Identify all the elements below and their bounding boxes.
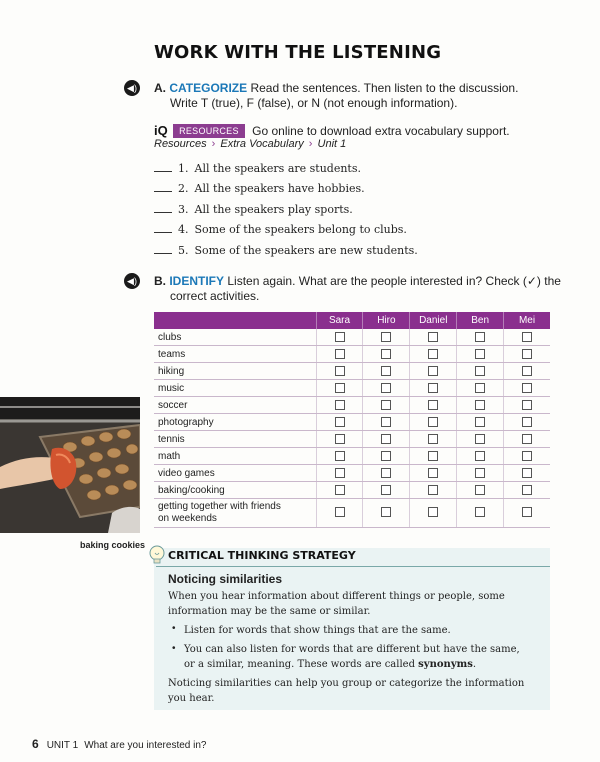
activity-label-line: on weekends (158, 513, 217, 524)
activity-table (154, 312, 550, 528)
section-a-line1: Read the sentences. Then listen to the discussion. (250, 81, 519, 95)
path-resources[interactable]: Resources (154, 138, 207, 150)
checkbox-cell (504, 448, 550, 465)
checkbox-cell (316, 397, 363, 414)
strategy-bullet-2: You can also listen for words that are different but have the same, or a similar, meaning. These words are called synonyms. (184, 644, 520, 670)
checkbox-cell (316, 465, 363, 482)
checkbox[interactable] (522, 434, 532, 444)
strategy-bullet-1: Listen for words that show things that are the same. (184, 625, 451, 636)
checkbox[interactable] (522, 400, 532, 410)
checkbox[interactable] (475, 366, 485, 376)
checkbox[interactable] (335, 366, 345, 376)
checkbox-cell (504, 431, 550, 448)
checkbox-cell (363, 414, 410, 431)
column-header: Ben (457, 312, 504, 329)
checkbox[interactable] (381, 417, 391, 427)
statement-item: 3. All the speakers play sports. (154, 203, 353, 216)
statement-item: 4. Some of the speakers belong to clubs. (154, 223, 407, 236)
checkbox[interactable] (381, 366, 391, 376)
checkbox-cell (316, 380, 363, 397)
checkbox-cell (504, 482, 550, 499)
path-unit[interactable]: Unit 1 (317, 138, 347, 150)
table-row (154, 363, 550, 380)
path-arrow-icon: › (308, 138, 313, 150)
checkbox-cell (410, 346, 457, 363)
activity-label: music (154, 380, 316, 397)
checkbox[interactable] (428, 485, 438, 495)
checkbox-cell (457, 482, 504, 499)
checkbox-cell (410, 397, 457, 414)
checkbox[interactable] (335, 349, 345, 359)
answer-blank[interactable] (154, 162, 172, 172)
checkbox-cell (410, 448, 457, 465)
section-a-letter: A. (154, 81, 166, 95)
checkbox[interactable] (428, 451, 438, 461)
table-row (154, 465, 550, 482)
table-header-row (154, 312, 550, 329)
checkbox-cell (457, 448, 504, 465)
checkbox[interactable] (335, 451, 345, 461)
checkbox-cell (363, 397, 410, 414)
iq-logo: iQ (154, 123, 168, 138)
activity-label: photography (154, 414, 316, 431)
checkbox-cell (504, 465, 550, 482)
baking-cookies-photo (0, 397, 140, 533)
checkbox-cell (457, 346, 504, 363)
statement-item: 5. Some of the speakers are new students. (154, 244, 418, 257)
checkbox[interactable] (335, 468, 345, 478)
checkbox[interactable] (475, 349, 485, 359)
photo-caption: baking cookies (80, 540, 146, 550)
section-heading: WORK WITH THE LISTENING (154, 42, 442, 63)
lightbulb-icon (148, 544, 166, 566)
answer-blank[interactable] (154, 223, 172, 233)
checkbox-cell (363, 431, 410, 448)
checkbox-cell (316, 346, 363, 363)
checkbox-cell (363, 329, 410, 346)
checkbox[interactable] (522, 468, 532, 478)
checkbox[interactable] (381, 349, 391, 359)
checkbox[interactable] (428, 507, 438, 517)
checkbox-cell (363, 363, 410, 380)
checkbox[interactable] (381, 451, 391, 461)
activity-label: baking/cooking (154, 482, 316, 499)
synonyms-term: synonyms (418, 659, 473, 670)
checkbox-cell (316, 363, 363, 380)
checkbox[interactable] (381, 468, 391, 478)
checkbox-cell (410, 431, 457, 448)
checkbox[interactable] (475, 434, 485, 444)
checkbox-cell (316, 414, 363, 431)
unit-title: What are you interested in? (84, 740, 207, 751)
iq-resources (154, 123, 510, 139)
answer-blank[interactable] (154, 203, 172, 213)
checkbox-cell (410, 329, 457, 346)
section-b-line1: Listen again. What are the people interested in? Check (✓) the (227, 274, 561, 288)
checkbox[interactable] (428, 468, 438, 478)
checkbox[interactable] (335, 383, 345, 393)
table-row (154, 482, 550, 499)
checkbox-cell (504, 414, 550, 431)
checkbox[interactable] (522, 507, 532, 517)
checkbox[interactable] (335, 507, 345, 517)
checkbox[interactable] (381, 507, 391, 517)
checkbox-cell (410, 380, 457, 397)
checkbox[interactable] (522, 349, 532, 359)
unit-label: UNIT 1 (46, 740, 79, 751)
checkbox-cell (504, 329, 550, 346)
section-b-instruction (154, 273, 561, 289)
audio-icon[interactable]: ◀) (124, 80, 140, 96)
checkbox-cell (457, 329, 504, 346)
checkbox-cell (316, 431, 363, 448)
checkbox[interactable] (428, 400, 438, 410)
resources-text: Go online to download extra vocabulary support. (252, 124, 510, 138)
table-row (154, 380, 550, 397)
checkbox-cell (457, 414, 504, 431)
checkbox-cell (316, 448, 363, 465)
activity-label: tennis (154, 431, 316, 448)
checkbox[interactable] (381, 383, 391, 393)
answer-blank[interactable] (154, 182, 172, 192)
checkbox[interactable] (335, 434, 345, 444)
checkbox-cell (457, 499, 504, 528)
column-header: Mei (504, 312, 550, 329)
activity-label: clubs (154, 329, 316, 346)
checkbox-cell (363, 482, 410, 499)
resources-tag[interactable]: RESOURCES (173, 124, 245, 138)
checkbox-cell (504, 397, 550, 414)
audio-icon[interactable]: ◀) (124, 273, 140, 289)
checkbox[interactable] (381, 332, 391, 342)
activity-label (154, 499, 316, 528)
table-row (154, 448, 550, 465)
table-row (154, 499, 550, 528)
statement-item: 2. All the speakers have hobbies. (154, 182, 365, 195)
checkbox[interactable] (475, 332, 485, 342)
checkbox[interactable] (428, 434, 438, 444)
checkbox-cell (410, 363, 457, 380)
checkbox[interactable] (335, 332, 345, 342)
checkbox-cell (363, 346, 410, 363)
path-arrow-icon: › (211, 138, 216, 150)
critical-thinking-heading: CRITICAL THINKING STRATEGY (168, 549, 356, 562)
checkbox-cell (410, 499, 457, 528)
activity-label: hiking (154, 363, 316, 380)
checkbox-cell (410, 482, 457, 499)
heading-divider (156, 566, 550, 567)
activity-label: video games (154, 465, 316, 482)
table-row (154, 346, 550, 363)
checkbox-cell (363, 465, 410, 482)
checkbox[interactable] (381, 485, 391, 495)
checkbox-cell (316, 499, 363, 528)
activity-label: math (154, 448, 316, 465)
statement-item: 1. All the speakers are students. (154, 162, 361, 175)
checkbox-cell (363, 380, 410, 397)
checkbox[interactable] (335, 400, 345, 410)
photo-illustration (0, 397, 140, 533)
checkbox[interactable] (475, 383, 485, 393)
checkbox[interactable] (428, 366, 438, 376)
checkbox-cell (410, 414, 457, 431)
checkbox[interactable] (428, 417, 438, 427)
checkbox-cell (504, 380, 550, 397)
table-row (154, 397, 550, 414)
checkbox[interactable] (428, 349, 438, 359)
checkbox-cell (457, 380, 504, 397)
checkbox[interactable] (522, 366, 532, 376)
checkbox[interactable] (475, 485, 485, 495)
checkbox-cell (457, 397, 504, 414)
section-a-keyword: CATEGORIZE (169, 81, 248, 95)
checkbox[interactable] (522, 485, 532, 495)
checkbox[interactable] (522, 417, 532, 427)
checkbox-cell (457, 431, 504, 448)
checkbox[interactable] (428, 383, 438, 393)
checkbox-cell (316, 329, 363, 346)
checkbox-cell (457, 363, 504, 380)
header-blank (154, 312, 316, 329)
section-a-instruction (154, 80, 518, 96)
table-row (154, 431, 550, 448)
checkbox[interactable] (335, 417, 345, 427)
checkbox-cell (504, 363, 550, 380)
checkbox[interactable] (428, 332, 438, 342)
column-header: Daniel (410, 312, 457, 329)
checkbox[interactable] (522, 451, 532, 461)
checkbox-cell (316, 482, 363, 499)
checkbox-cell (363, 448, 410, 465)
answer-blank[interactable] (154, 244, 172, 254)
bullet-icon: • (172, 623, 176, 634)
table-row (154, 414, 550, 431)
column-header: Hiro (363, 312, 410, 329)
strategy-subheading: Noticing similarities (168, 572, 283, 586)
checkbox-cell (410, 465, 457, 482)
checkbox[interactable] (522, 332, 532, 342)
checkbox-cell (457, 465, 504, 482)
resource-path (154, 138, 346, 150)
column-header: Sara (316, 312, 363, 329)
checkbox[interactable] (475, 400, 485, 410)
table-row (154, 329, 550, 346)
checkbox[interactable] (522, 383, 532, 393)
checkbox[interactable] (475, 417, 485, 427)
section-b-line2: correct activities. (170, 289, 260, 303)
checkbox-cell (363, 499, 410, 528)
activity-label: teams (154, 346, 316, 363)
checkbox[interactable] (475, 468, 485, 478)
bullet-icon: • (172, 643, 176, 654)
strategy-intro: When you hear information about different things or people, some information may be the same or similar. (168, 591, 505, 617)
checkbox[interactable] (335, 485, 345, 495)
section-b-keyword: IDENTIFY (169, 274, 225, 288)
checkbox[interactable] (381, 400, 391, 410)
activity-label-line: getting together with friends (158, 501, 281, 512)
page-footer (32, 737, 206, 751)
page-number: 6 (32, 737, 39, 751)
checkbox[interactable] (381, 434, 391, 444)
checkbox[interactable] (475, 507, 485, 517)
checkbox-cell (504, 499, 550, 528)
section-a-line2: Write T (true), F (false), or N (not enough information). (170, 96, 458, 110)
strategy-closing: Noticing similarities can help you group or categorize the information you hear. (168, 678, 525, 704)
checkbox-cell (504, 346, 550, 363)
activity-label: soccer (154, 397, 316, 414)
path-extra-vocabulary[interactable]: Extra Vocabulary (220, 138, 304, 150)
section-b-letter: B. (154, 274, 166, 288)
checkbox[interactable] (475, 451, 485, 461)
